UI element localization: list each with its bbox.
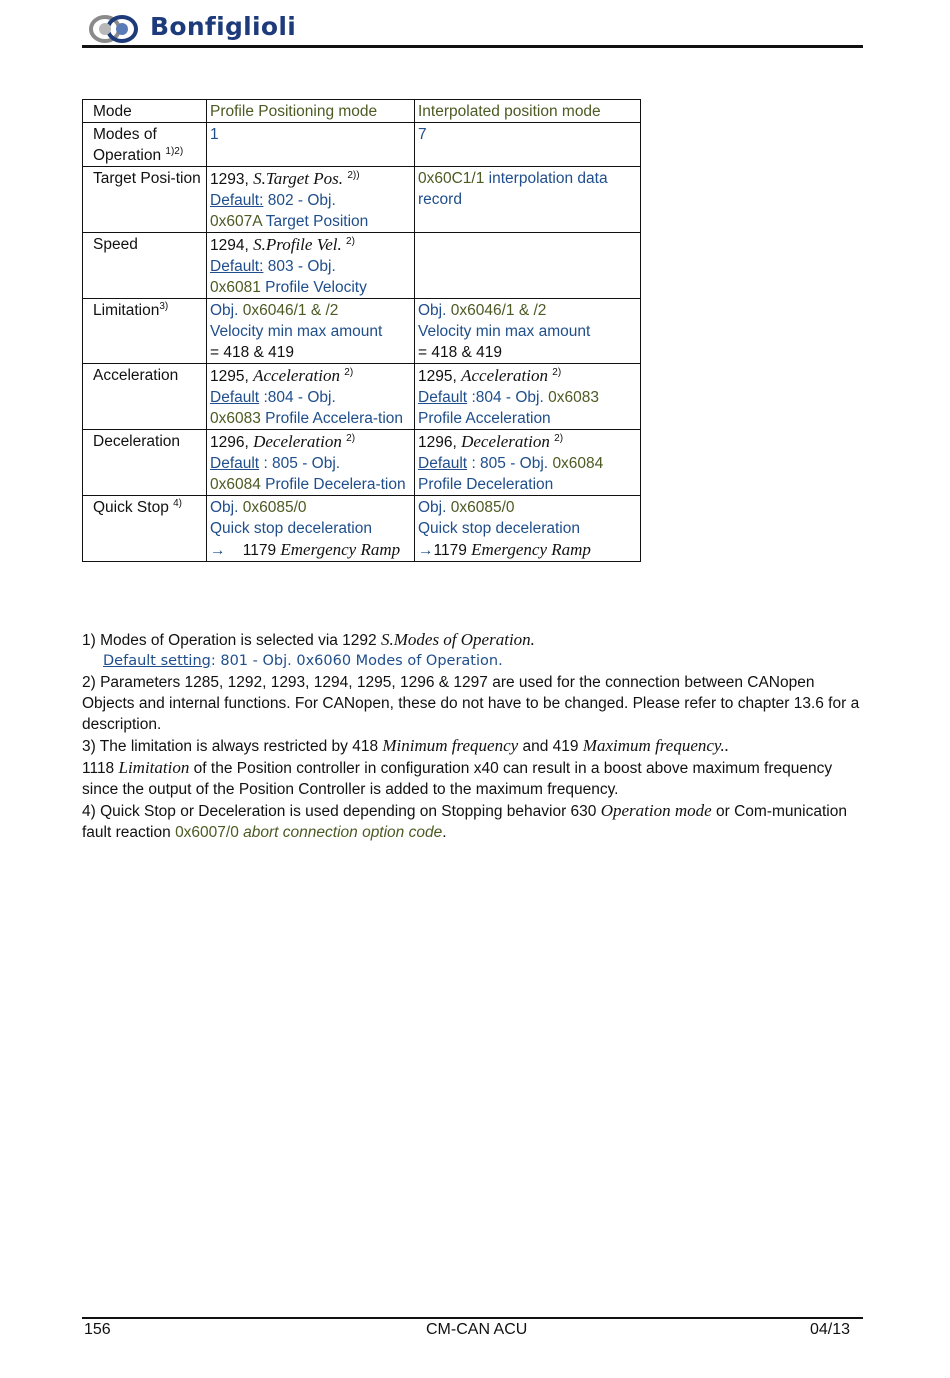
row-label: Acceleration [83,364,207,430]
cell-profile: 1296, Deceleration $^{2)}$ Default : 805 - Obj. 0x6084 Profile Decelera-tion [207,430,415,496]
brand-name: Bonfiglioli [150,12,297,41]
table-row [83,364,641,430]
row-label: Modes of Operation $^{1)2)}$ [83,123,207,167]
note-3: 3) The limitation is always restricted by 418 Minimum frequency and 419 Maximum frequency.. [82,736,730,755]
table-row [83,123,641,167]
modes-table [82,99,641,562]
cell-interpolated: Obj. 0x6085/0 Quick stop deceleration →1179 Emergency Ramp [415,496,641,562]
cell-interpolated: 1296, Deceleration $^{2)}$ Default : 805 - Obj. 0x6084 Profile Deceleration [415,430,641,496]
cell-interpolated: Obj. 0x6046/1 & /2 Velocity min max amount = 418 & 419 [415,299,641,364]
row-label: Speed [83,233,207,299]
bonfiglioli-logo-icon [88,14,144,44]
footnotes [82,629,863,843]
header-interpolated: Interpolated position mode [415,100,641,123]
row-label: Limitation$^{3)}$ [83,299,207,364]
cell-interpolated [415,233,641,299]
table-header-row [83,100,641,123]
cell-interpolated: 7 [415,123,641,167]
arrow-right-icon: → [418,542,434,559]
note-4: 4) Quick Stop or Deceleration is used depending on Stopping behavior 630 Operation mode or Com-munication fault reaction 0x6007/0 abort connection option code. [82,801,847,841]
header-mode: Mode [83,100,207,123]
page-number: 156 [84,1321,111,1338]
page-header [82,10,863,48]
cell-interpolated: 1295, Acceleration $^{2)}$ Default :804 - Obj. 0x6083 Profile Acceleration [415,364,641,430]
header-rule [82,45,863,48]
row-label: Target Posi-tion [83,167,207,233]
cell-profile: 1293, S.Target Pos. $^{2))}$ Default: 802 - Obj. 0x607A Target Position [207,167,415,233]
note-3-cont: 1118 Limitation of the Position controller in configuration x40 can result in a boost above maximum frequency since the output of the Position Controller is added to the maximum frequency. [82,758,833,798]
document-date: 04/13 [810,1321,851,1338]
note-1-default: Default setting: 801 - Obj. 0x6060 Modes of Operation. [103,653,503,669]
document-title: CM-CAN ACU [426,1321,528,1338]
cell-profile: 1295, Acceleration $^{2)}$ Default :804 - Obj. 0x6083 Profile Accelera-tion [207,364,415,430]
table-row [83,233,641,299]
footer-rule [82,1317,863,1319]
cell-interpolated: 0x60C1/1 interpolation data record [415,167,641,233]
note-2: 2) Parameters 1285, 1292, 1293, 1294, 1295, 1296 & 1297 are used for the connection between CANopen Objects and internal functions. For CANopen, these do not have to be changed. Please refer to chapter 13.6 for a description. [82,674,860,733]
table-row [83,496,641,562]
cell-profile: Obj. 0x6085/0 Quick stop deceleration → 1179 Emergency Ramp [207,496,415,562]
cell-profile: Obj. 0x6046/1 & /2 Velocity min max amount = 418 & 419 [207,299,415,364]
table-row [83,167,641,233]
arrow-right-icon: → [210,542,226,559]
cell-profile: 1294, S.Profile Vel. $^{2)}$ Default: 803 - Obj. 0x6081 Profile Velocity [207,233,415,299]
table-row [83,299,641,364]
table-row [83,430,641,496]
cell-profile: 1 [207,123,415,167]
row-label: Quick Stop $^{4)}$ [83,496,207,562]
note-1: 1) Modes of Operation is selected via 1292 S.Modes of Operation. [82,630,535,649]
row-label: Deceleration [83,430,207,496]
header-profile: Profile Positioning mode [207,100,415,123]
